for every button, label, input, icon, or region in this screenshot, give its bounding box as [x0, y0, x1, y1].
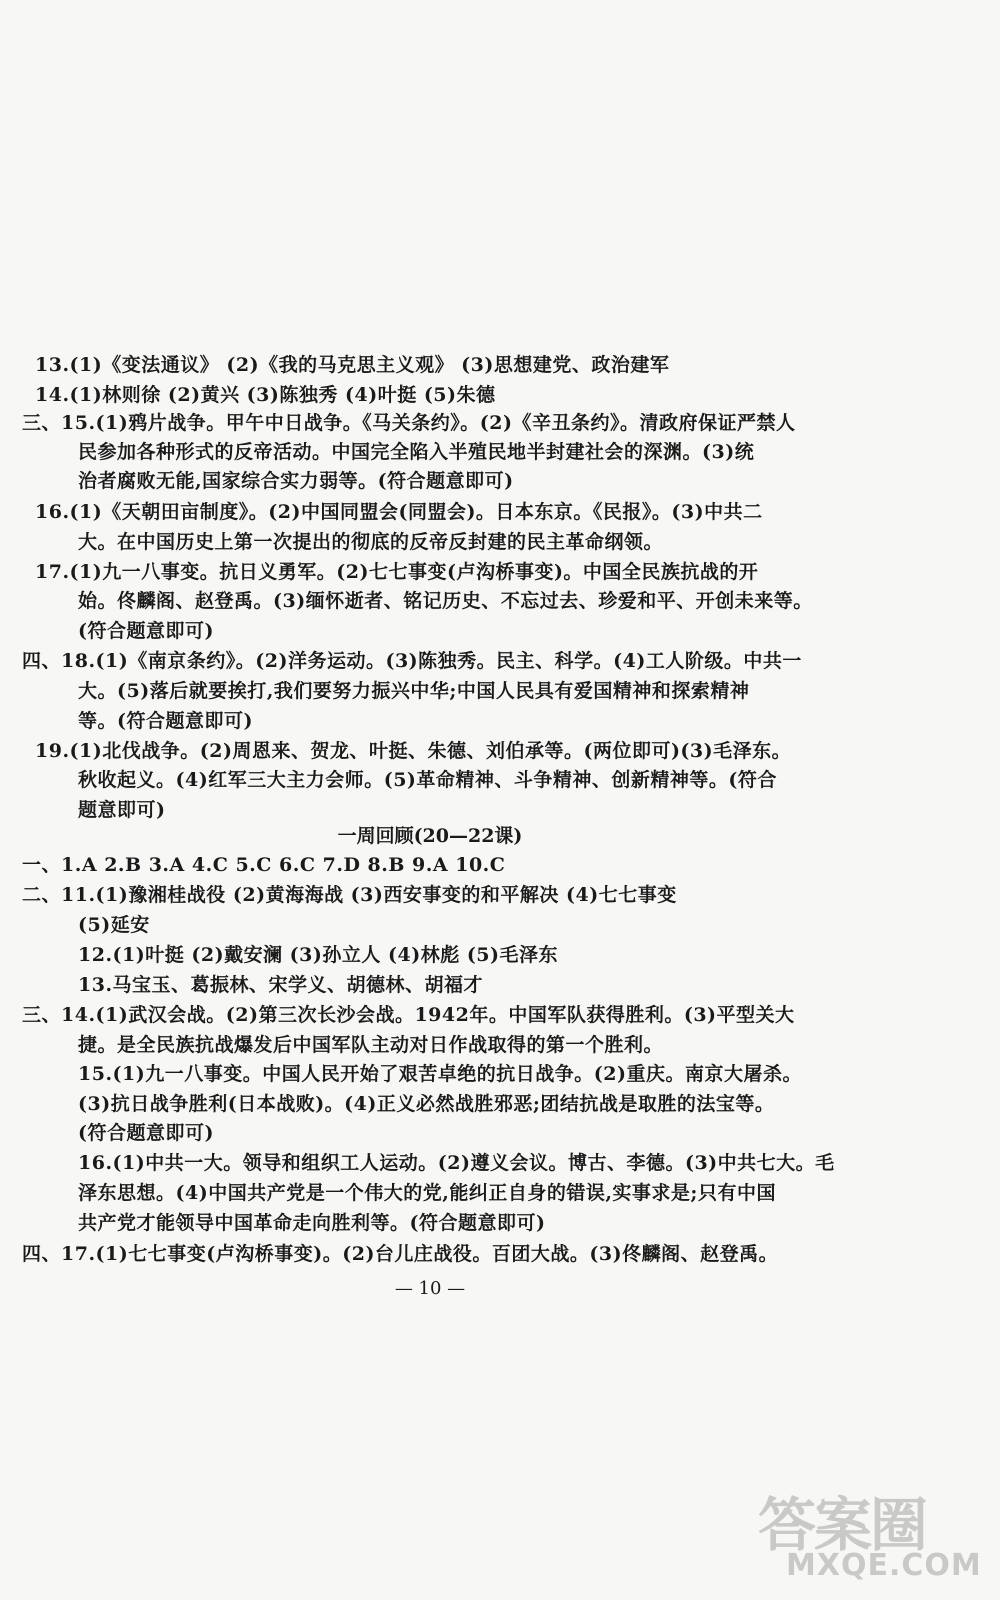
answer-line-17: 一、1.A 2.B 3.A 4.C 5.C 6.C 7.D 8.B 9.A 10.C	[22, 854, 506, 876]
answer-line-25: (3)抗日战争胜利(日本战败)。(4)正义必然战胜邪恶;团结抗战是取胜的法宝等。	[78, 1093, 775, 1115]
answer-line-20: 12.(1)叶挺 (2)戴安澜 (3)孙立人 (4)林彪 (5)毛泽东	[78, 944, 559, 966]
answer-line-30: 四、17.(1)七七事变(卢沟桥事变)。(2)台儿庄战役。百团大战。(3)佟麟阁、赵登禹。	[22, 1243, 779, 1265]
answer-line-15: 秋收起义。(4)红军三大主力会师。(5)革命精神、斗争精神、创新精神等。(符合	[78, 769, 777, 791]
answer-line-6: 16.(1)《天朝田亩制度》。(2)中国同盟会(同盟会)。日本东京。《民报》。(3)中共二	[35, 501, 763, 523]
answer-line-7: 大。在中国历史上第一次提出的彻底的反帝反封建的民主革命纲领。	[78, 531, 664, 553]
answer-line-1: 13.(1)《变法通议》 (2)《我的马克思主义观》 (3)思想建党、政治建军	[35, 354, 670, 376]
answer-line-3: 三、15.(1)鸦片战争。甲午中日战争。《马关条约》。(2)《辛丑条约》。清政府保证严禁人	[22, 412, 796, 434]
page-number: — 10 —	[394, 1278, 466, 1299]
answer-line-8: 17.(1)九一八事变。抗日义勇军。(2)七七事变(卢沟桥事变)。中国全民族抗战的开	[35, 561, 759, 583]
answer-line-27: 16.(1)中共一大。领导和组织工人运动。(2)遵义会议。博古、李德。(3)中共七大。毛	[78, 1152, 835, 1174]
answer-line-12: 大。(5)落后就要挨打,我们要努力振兴中华;中国人民具有爱国精神和探索精神	[78, 680, 750, 702]
watermark-url: MXQE.COM	[786, 1548, 982, 1583]
answer-line-19: (5)延安	[78, 914, 150, 936]
answer-line-28: 泽东思想。(4)中国共产党是一个伟大的党,能纠正自身的错误,实事求是;只有中国	[78, 1182, 776, 1204]
answer-line-24: 15.(1)九一八事变。中国人民开始了艰苦卓绝的抗日战争。(2)重庆。南京大屠杀。	[78, 1063, 802, 1085]
answer-line-18: 二、11.(1)豫湘桂战役 (2)黄海海战 (3)西安事变的和平解决 (4)七七事变	[22, 884, 677, 906]
answer-line-26: (符合题意即可)	[78, 1122, 214, 1144]
answer-line-10: (符合题意即可)	[78, 620, 214, 642]
answer-line-4: 民参加各种形式的反帝活动。中国完全陷入半殖民地半封建社会的深渊。(3)统	[78, 441, 755, 463]
answer-line-13: 等。(符合题意即可)	[78, 710, 253, 732]
section-title: 一周回顾(20—22课)	[337, 825, 523, 847]
answer-line-16: 题意即可)	[78, 799, 166, 821]
answer-line-23: 捷。是全民族抗战爆发后中国军队主动对日作战取得的第一个胜利。	[78, 1034, 664, 1056]
answer-line-11: 四、18.(1)《南京条约》。(2)洋务运动。(3)陈独秀。民主、科学。(4)工人阶级。中共一	[22, 650, 802, 672]
answer-line-9: 始。佟麟阁、赵登禹。(3)缅怀逝者、铭记历史、不忘过去、珍爱和平、开创未来等。	[78, 590, 813, 612]
answer-line-2: 14.(1)林则徐 (2)黄兴 (3)陈独秀 (4)叶挺 (5)朱德	[35, 384, 496, 406]
answer-line-22: 三、14.(1)武汉会战。(2)第三次长沙会战。1942年。中国军队获得胜利。(3)平型关大	[22, 1004, 795, 1026]
watermark-logo-text: 答案圈	[758, 1491, 927, 1559]
watermark-logo	[758, 1478, 988, 1588]
answer-line-5: 治者腐败无能,国家综合实力弱等。(符合题意即可)	[78, 470, 514, 492]
answer-line-14: 19.(1)北伐战争。(2)周恩来、贺龙、叶挺、朱德、刘伯承等。(两位即可)(3)毛泽东。	[35, 740, 792, 762]
answer-line-21: 13.马宝玉、葛振林、宋学义、胡德林、胡福才	[78, 974, 484, 996]
answer-line-29: 共产党才能领导中国革命走向胜利等。(符合题意即可)	[78, 1212, 546, 1234]
